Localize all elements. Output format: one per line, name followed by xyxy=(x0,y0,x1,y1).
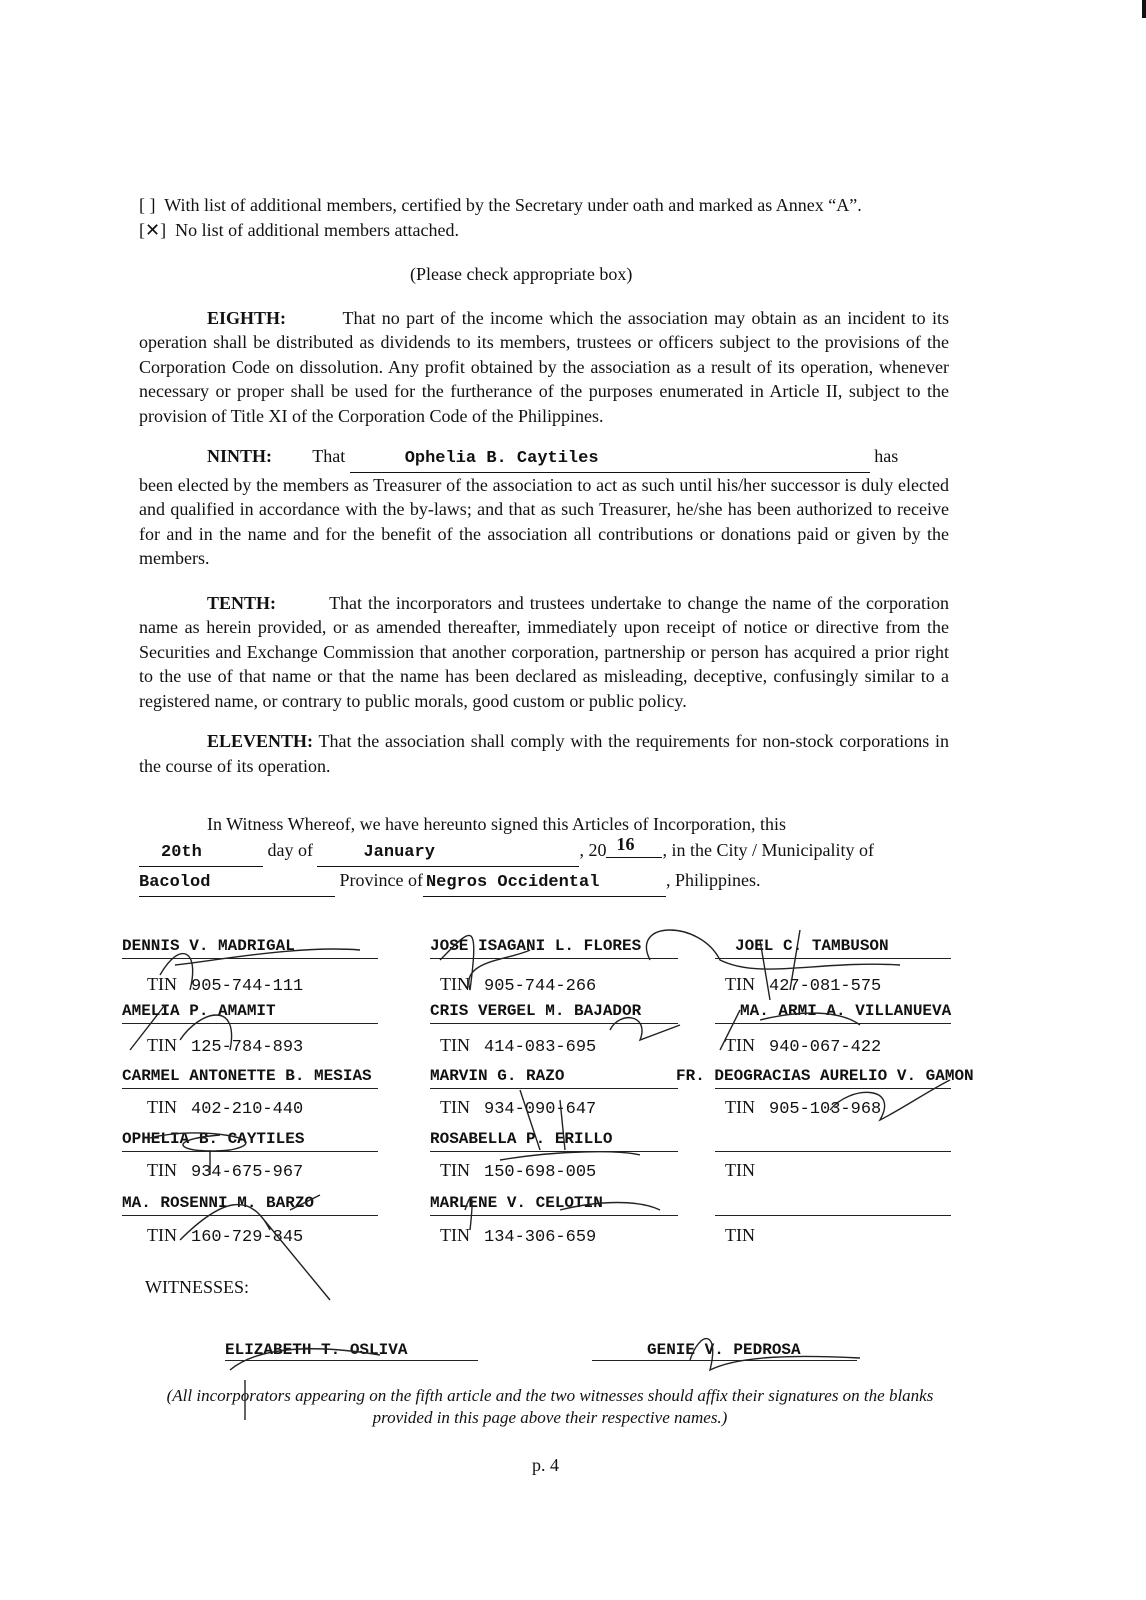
signature-line xyxy=(122,1215,378,1216)
tin-label: TIN xyxy=(440,1034,470,1055)
signature-line xyxy=(430,1215,678,1216)
signature-line xyxy=(122,1023,378,1024)
heading: TENTH: xyxy=(207,592,277,613)
tin-field xyxy=(725,1035,881,1058)
heading: ELEVENTH: xyxy=(207,731,314,751)
heading: EIGHTH: xyxy=(207,307,287,328)
incorporator-name: CARMEL ANTONETTE B. MESIAS xyxy=(122,1066,372,1085)
heading: NINTH: xyxy=(207,446,273,466)
tin-field xyxy=(725,1097,881,1120)
incorporator-name: OPHELIA B. CAYTILES xyxy=(122,1129,305,1148)
tin-number: 934-090-647 xyxy=(484,1099,597,1119)
incorporator-signature-grid xyxy=(0,932,1146,1247)
signature-line xyxy=(122,958,378,959)
tin-label: TIN xyxy=(725,1034,755,1055)
tin-label: TIN xyxy=(440,973,470,994)
tin-field xyxy=(147,1225,303,1248)
tin-number: 150-698-005 xyxy=(484,1162,597,1182)
city-field: Bacolod xyxy=(139,870,335,897)
checkbox-option-with-list[interactable] xyxy=(139,193,949,218)
incorporator-name: FR. DEOGRACIAS AURELIO V. GAMON xyxy=(676,1066,974,1085)
checkbox-label: No list of additional members attached. xyxy=(175,219,459,240)
tin-label: TIN xyxy=(725,1224,755,1245)
article-eleventh xyxy=(139,729,949,778)
tin-label: TIN xyxy=(725,1159,755,1180)
tin-field xyxy=(147,1160,303,1183)
text: , Philippines. xyxy=(665,869,761,890)
signature-line xyxy=(122,1088,378,1089)
tin-label: TIN xyxy=(440,1224,470,1245)
tin-label: TIN xyxy=(725,1096,755,1117)
text: Province of xyxy=(339,869,423,890)
footnote: (All incorporators appearing on the fifth article and the two witnesses should affix their signatures on the blanks provided in this page above their respective names.) xyxy=(166,1386,934,1427)
checkbox-label: With list of additional members, certified by the Secretary under oath and marked as Annex “A”. xyxy=(164,195,862,215)
check-instruction: (Please check appropriate box) xyxy=(410,264,633,284)
text: , 20 xyxy=(579,839,607,860)
checkbox-mark[interactable]: [✕] xyxy=(139,219,167,240)
text: That xyxy=(312,446,346,466)
year-field: 16 xyxy=(606,831,662,858)
tin-field xyxy=(147,974,303,997)
tin-field xyxy=(440,1160,596,1183)
article-ninth xyxy=(139,444,949,571)
witness-signature-row xyxy=(0,1341,1146,1363)
text: , in the City / Municipality of xyxy=(662,839,874,860)
incorporator-name: DENNIS V. MADRIGAL xyxy=(122,936,295,955)
incorporator-name: JOSE ISAGANI L. FLORES xyxy=(430,936,642,955)
incorporator-name: AMELIA P. AMAMIT xyxy=(122,1001,276,1020)
signature-line xyxy=(430,958,678,959)
witness-name: GENIE V. PEDROSA xyxy=(647,1341,801,1359)
page-number: p. 4 xyxy=(532,1455,559,1475)
text: In Witness Whereof, we have hereunto signed this Articles of Incorporation, this xyxy=(207,814,786,834)
tin-number: 905-103-968 xyxy=(769,1099,882,1119)
article-tenth xyxy=(139,591,949,714)
tin-number: 402-210-440 xyxy=(191,1099,304,1119)
tin-field xyxy=(440,1035,596,1058)
tin-number: 125-784-893 xyxy=(191,1037,304,1057)
article-text: been elected by the members as Treasurer of the association to act as such until his/her successor is duly elected and qualified in accordance with the by-laws; and that as such Treasurer, he/she has been authorized to receive for and in the name and for the benefit of the association all contributions or donations paid or given by the members. xyxy=(139,474,949,568)
witness-date-line xyxy=(139,833,1146,867)
tin-label: TIN xyxy=(147,1034,177,1055)
signature-line xyxy=(715,1023,951,1024)
tin-number: 427-081-575 xyxy=(769,976,882,996)
incorporator-name: JOEL C. TAMBUSON xyxy=(735,936,889,955)
tin-label: TIN xyxy=(440,1096,470,1117)
text: day of xyxy=(267,839,313,860)
tin-number: 134-306-659 xyxy=(484,1227,597,1247)
checkbox-mark[interactable]: [ ] xyxy=(139,195,156,215)
signature-line xyxy=(430,1023,678,1024)
witness-name: ELIZABETH T. OSLIVA xyxy=(225,1341,408,1359)
signature-line xyxy=(430,1151,678,1152)
tin-field xyxy=(725,1160,769,1183)
tin-label: TIN xyxy=(147,1159,177,1180)
signature-line xyxy=(592,1360,857,1361)
tin-number: 934-675-967 xyxy=(191,1162,304,1182)
month-field: January xyxy=(317,840,579,867)
tin-number: 414-083-695 xyxy=(484,1037,597,1057)
day-field: 20th xyxy=(139,840,263,867)
incorporator-name: CRIS VERGEL M. BAJADOR xyxy=(430,1001,642,1020)
tin-number: 940-067-422 xyxy=(769,1037,882,1057)
signature-line xyxy=(430,1088,678,1089)
incorporator-name: ROSABELLA P. ERILLO xyxy=(430,1129,613,1148)
tin-number: 160-729-845 xyxy=(191,1227,304,1247)
article-eighth xyxy=(139,306,949,429)
tin-field xyxy=(440,974,596,997)
tin-label: TIN xyxy=(147,973,177,994)
signature-line xyxy=(715,1088,951,1089)
tin-label: TIN xyxy=(725,973,755,994)
tin-label: TIN xyxy=(440,1159,470,1180)
signature-line xyxy=(225,1360,478,1361)
witnesses-label: WITNESSES: xyxy=(145,1276,250,1297)
tin-field xyxy=(440,1097,596,1120)
text: has xyxy=(874,446,899,466)
tin-label: TIN xyxy=(147,1224,177,1245)
tin-field xyxy=(440,1225,596,1248)
tin-number: 905-744-111 xyxy=(191,976,304,996)
tin-field xyxy=(147,1035,303,1058)
signature-line xyxy=(715,958,951,959)
signature-line xyxy=(715,1151,951,1152)
tin-field xyxy=(725,974,881,997)
tin-field xyxy=(147,1097,303,1120)
tin-label: TIN xyxy=(147,1096,177,1117)
tin-field xyxy=(725,1225,769,1248)
witness-place-line xyxy=(139,867,1146,897)
article-text: That no part of the income which the association may obtain as an incident to its operation shall be distributed as dividends to its members, trustees or officers subject to the provisions of the Corporation Code on dissolution. Any profit obtained by the association as a result of its operation, whenever necessary or proper shall be used for the furtherance of the purposes enumerated in Article II, subject to the provision of Title XI of the Corporation Code of the Philippines. xyxy=(139,307,949,426)
treasurer-name-field: Ophelia B. Caytiles xyxy=(350,447,870,473)
incorporator-name: MARVIN G. RAZO xyxy=(430,1066,565,1085)
tin-number: 905-744-266 xyxy=(484,976,597,996)
checkbox-option-no-list[interactable] xyxy=(139,218,949,243)
province-field: Negros Occidental xyxy=(423,870,666,897)
article-text: That the association shall comply with the requirements for non-stock corporations in the course of its operation. xyxy=(139,731,949,776)
incorporator-name: MA. ARMI A. VILLANUEVA xyxy=(740,1001,952,1020)
article-text: That the incorporators and trustees undertake to change the name of the corporation name as herein provided, or as amended thereafter, immediately upon receipt of notice or directive from the Securities and Exchange Commission that another corporation, partnership or person has acquired a prior right to the use of that name or that the name has been declared as misleading, deceptive, confusingly similar to a registered name, or contrary to public morals, good custom or public policy. xyxy=(139,592,949,711)
witness-clause xyxy=(139,812,949,837)
incorporator-name: MARLENE V. CELOTIN xyxy=(430,1193,603,1212)
signature-line xyxy=(715,1215,951,1216)
incorporator-name: MA. ROSENNI M. BARZO xyxy=(122,1193,315,1212)
signature-line xyxy=(122,1151,378,1152)
